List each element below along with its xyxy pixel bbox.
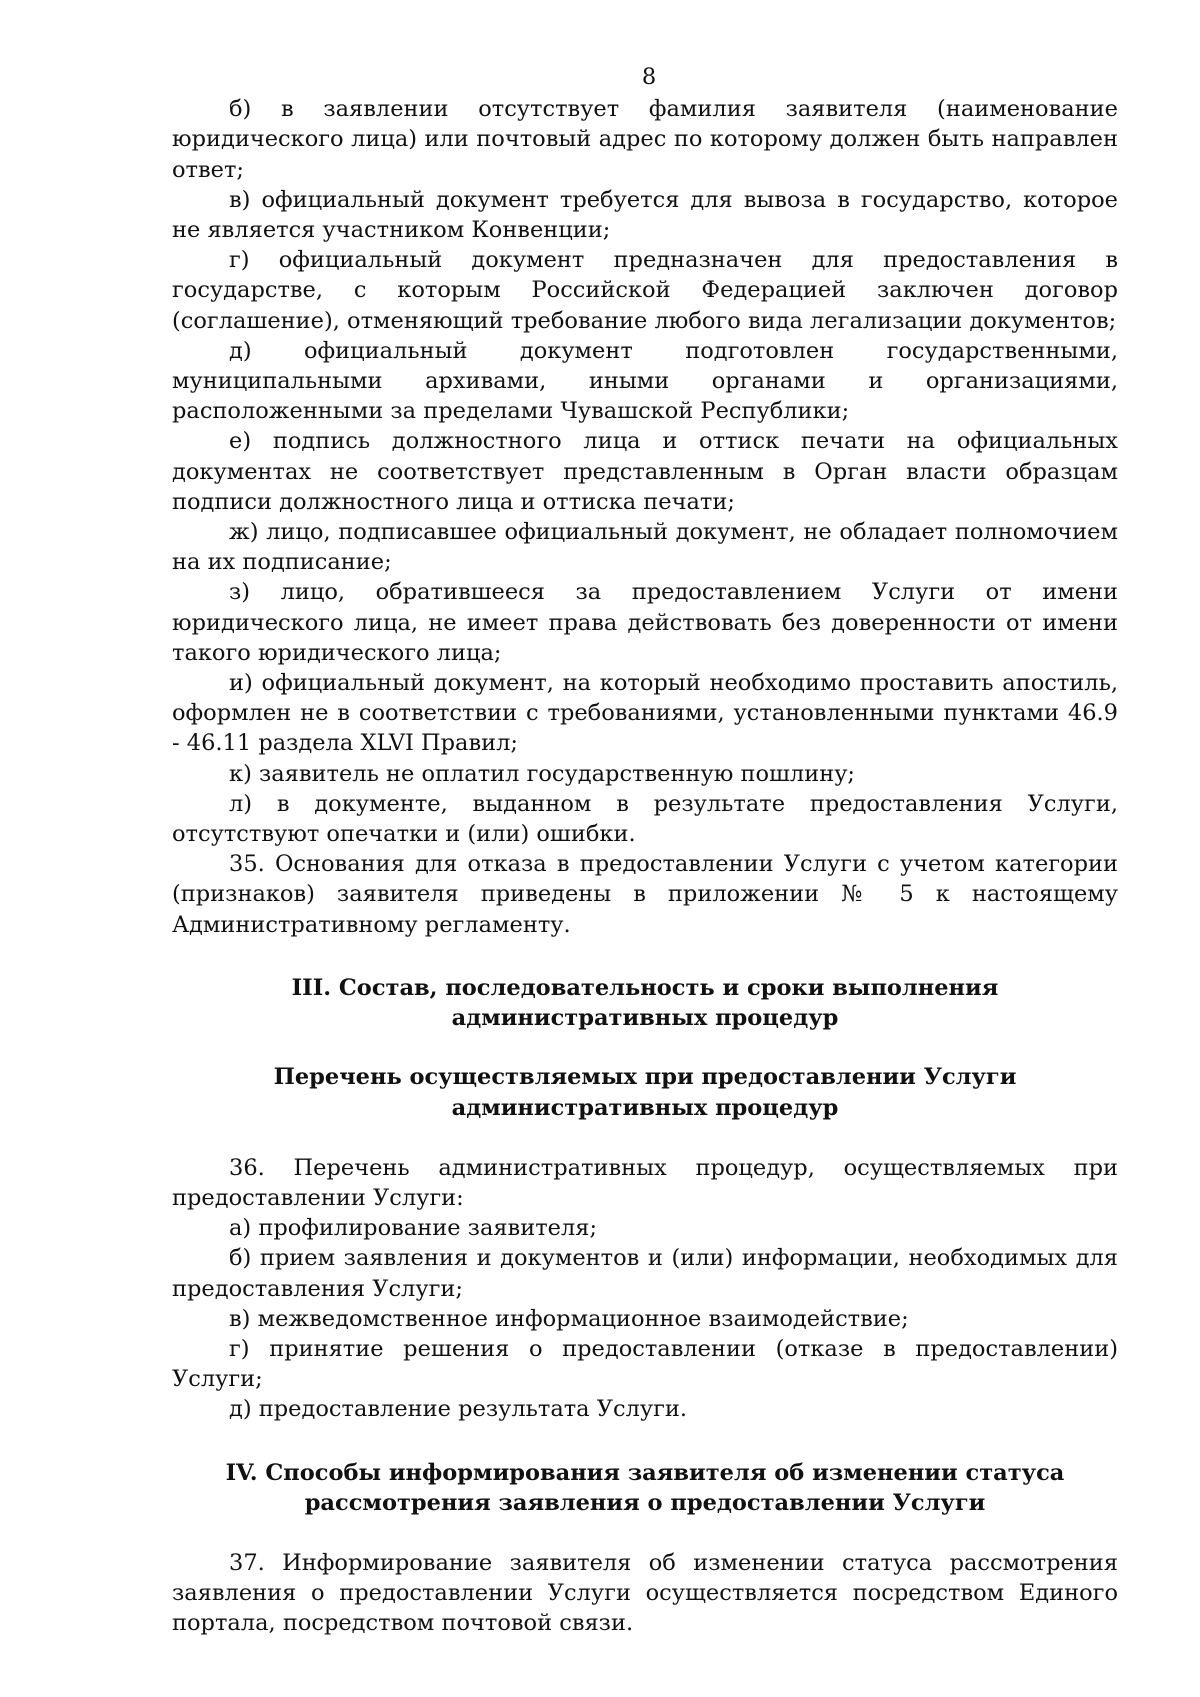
procedure-item-a: а) профилирование заявителя; xyxy=(229,1215,598,1242)
procedure-item-b: б) прием заявления и документов и (или) информации, необходимых для предоставления Услуги; xyxy=(172,1245,1118,1302)
subsection-heading xyxy=(172,1062,1118,1122)
list-item-z: з) лицо, обратившееся за предоставлением Услуги от имени юридического лица, не имеет права действовать без доверенности от имени такого юридического лица; xyxy=(172,579,1118,666)
list-item-g: г) официальный документ предназначен для предоставления в государстве, с которым Российской Федерацией заключен договор (соглашение), отменяющий требование любого вида легализации документов; xyxy=(172,247,1118,334)
list-item-k: к) заявитель не оплатил государственную пошлину; xyxy=(229,760,856,787)
list-item-i: и) официальный документ, на который необходимо проставить апостиль, оформлен не в соответствии с требованиями, установленными пунктами 46.9 - 46.11 раздела XLVI Правил; xyxy=(172,670,1118,757)
list-item-b: б) в заявлении отсутствует фамилия заявителя (наименование юридического лица) или почтовый адрес по которому должен быть направлен ответ; xyxy=(172,96,1118,183)
subsection-heading-line2: административных процедур xyxy=(451,1094,839,1121)
page-number: 8 xyxy=(641,64,657,90)
list-item-e: е) подпись должностного лица и оттиск печати на официальных документах не соответствует представленным в Орган власти образцам подписи должностного лица и оттиска печати; xyxy=(172,428,1118,515)
paragraph-36: 36. Перечень административных процедур, осуществляемых при предоставлении Услуги: xyxy=(172,1154,1118,1211)
section-4-heading xyxy=(172,1458,1118,1518)
list-item-d: д) официальный документ подготовлен государственными, муниципальными архивами, иными органами и организациями, расположенными за пределами Чувашской Республики; xyxy=(172,337,1118,425)
list-item-v: в) официальный документ требуется для вывоза в государство, которое не является участником Конвенции; xyxy=(172,186,1118,244)
section-4-heading-line2: рассмотрения заявления о предоставлении Услуги xyxy=(304,1489,986,1516)
procedure-item-d: д) предоставление результата Услуги. xyxy=(229,1396,688,1423)
procedure-item-g: г) принятие решения о предоставлении (отказе в предоставлении) Услуги; xyxy=(172,1335,1118,1393)
document-page xyxy=(172,62,1118,1639)
subsection-heading-line1: Перечень осуществляемых при предоставлении Услуги xyxy=(273,1064,1017,1091)
list-item-l: л) в документе, выданном в результате предоставления Услуги, отсутствуют опечатки и (или) ошибки. xyxy=(172,790,1118,848)
paragraph-37: 37. Информирование заявителя об изменении статуса рассмотрения заявления о предоставлении Услуги осуществляется посредством Единого портала, посредством почтовой связи. xyxy=(172,1549,1118,1637)
paragraph-35: 35. Основания для отказа в предоставлении Услуги с учетом категории (признаков) заявителя приведены в приложении № 5 к настоящему Административному регламенту. xyxy=(172,851,1118,938)
section-4-heading-line1: IV. Способы информирования заявителя об изменении статуса xyxy=(225,1459,1065,1486)
section-3-heading xyxy=(172,973,1118,1033)
section-3-heading-line2: административных процедур xyxy=(451,1005,839,1032)
section-3-heading-line1: III. Состав, последовательность и сроки выполнения xyxy=(291,974,999,1001)
list-item-zh: ж) лицо, подписавшее официальный документ, не обладает полномочием на их подписание; xyxy=(172,519,1118,576)
procedure-item-v: в) межведомственное информационное взаимодействие; xyxy=(229,1305,909,1332)
